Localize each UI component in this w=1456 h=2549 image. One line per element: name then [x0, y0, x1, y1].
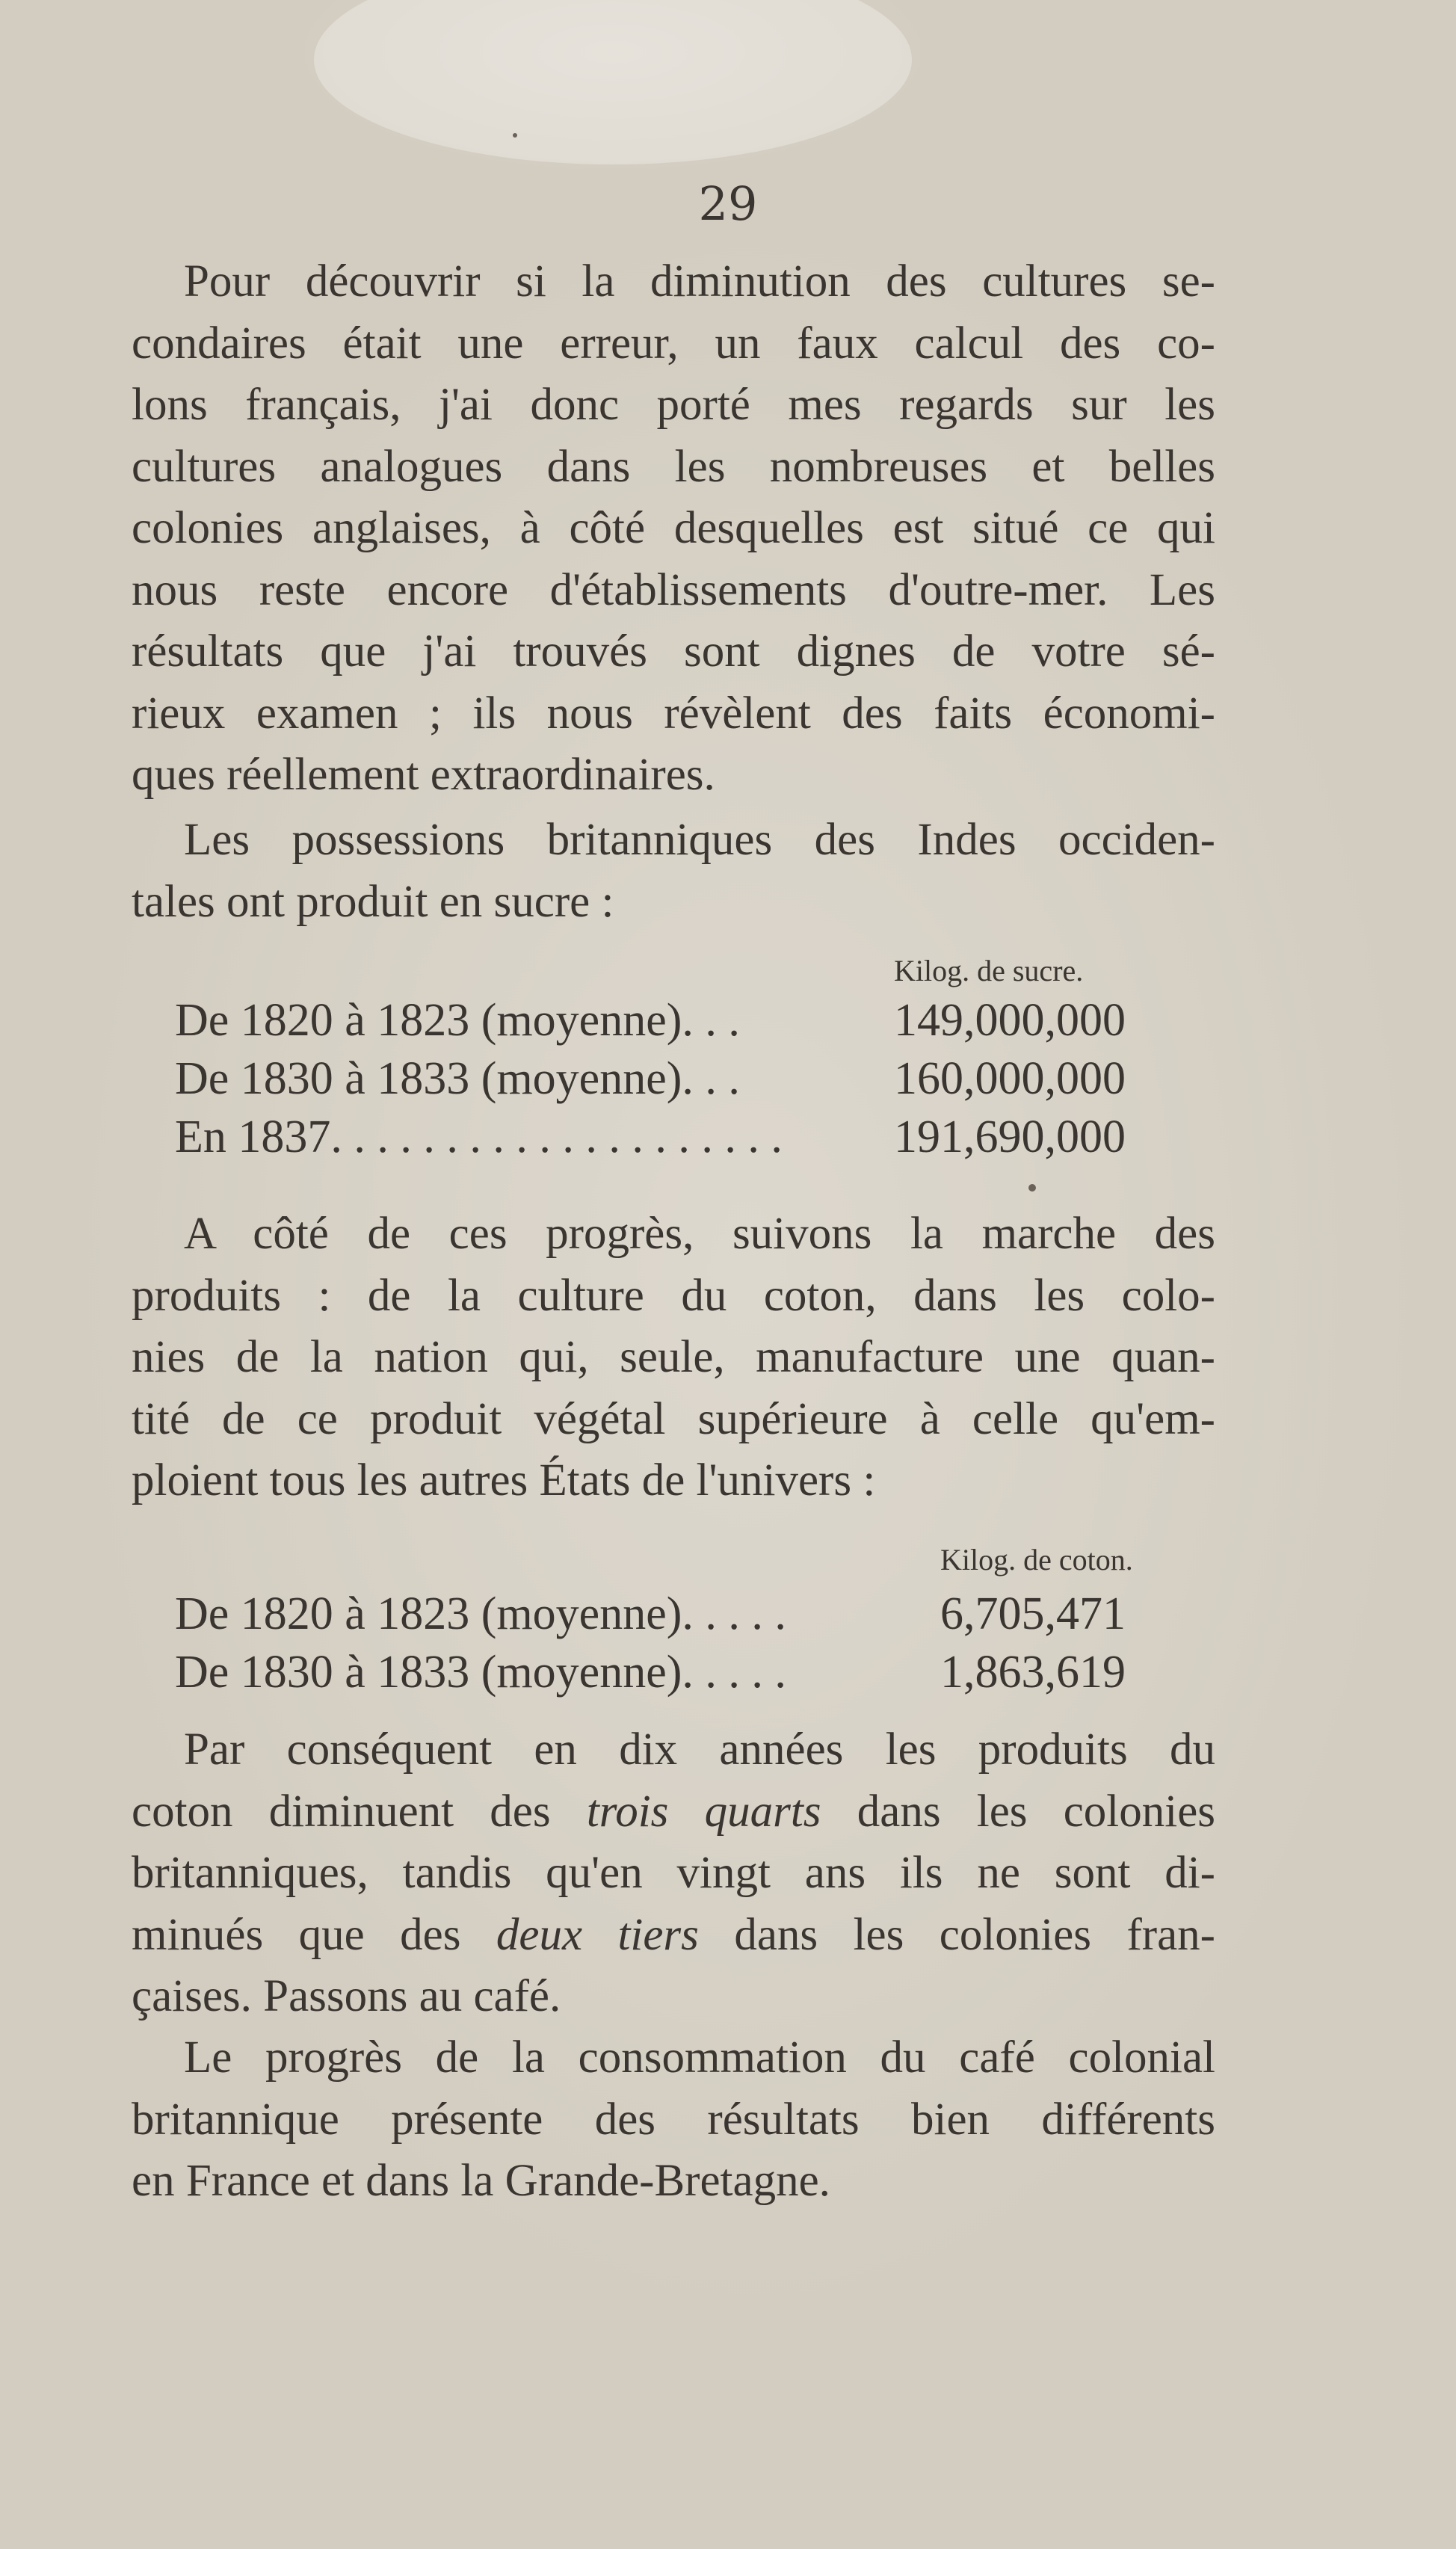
- text-segment: coton diminuent des: [132, 1786, 587, 1837]
- text-line: Pour découvrir si la diminution des cultures se-: [184, 256, 1215, 306]
- cotton-unit-label: Kilog. de coton.: [940, 1543, 1133, 1576]
- text-line: britannique présente des résultats bien différents: [132, 2094, 1215, 2145]
- text-line: lons français, j'ai donc porté mes regards sur les: [132, 380, 1215, 430]
- table-row: [175, 1643, 1126, 1701]
- text-line: Les possessions britanniques des Indes occiden-: [184, 815, 1215, 865]
- text-line: britanniques, tandis qu'en vingt ans ils ne sont di-: [132, 1848, 1215, 1898]
- paper-stain: [314, 0, 912, 164]
- text-line: cultures analogues dans les nombreuses et belles: [132, 441, 1215, 492]
- emphasis-text: deux tiers: [496, 1909, 699, 1960]
- row-label: En 1837. . . . . . . . . . . . . . . . . . . .: [175, 1112, 783, 1162]
- text-line: résultats que j'ai trouvés sont dignes de votre sé-: [132, 626, 1215, 676]
- text-line: çaises. Passons au café.: [132, 1971, 561, 2021]
- text-line: tales ont produit en sucre :: [132, 876, 614, 927]
- row-value: 149,000,000: [894, 995, 1126, 1046]
- cotton-paragraph: [132, 1203, 1215, 1512]
- conclusion-paragraph: [132, 1719, 1215, 2028]
- text-line: nies de la nation qui, seule, manufacture une quan-: [132, 1332, 1215, 1382]
- text-line: A côté de ces progrès, suivons la marche des: [184, 1209, 1215, 1259]
- table-row: [175, 1050, 1126, 1108]
- text-line: rieux examen ; ils nous révèlent des faits économi-: [132, 688, 1215, 739]
- row-label: De 1830 à 1833 (moyenne). . .: [175, 1053, 740, 1104]
- text-segment: dans les colonies fran-: [698, 1909, 1215, 1960]
- sugar-intro: [132, 810, 1215, 933]
- row-label: De 1820 à 1823 (moyenne). . .: [175, 995, 740, 1046]
- text-line: [132, 1905, 1215, 1967]
- coffee-paragraph: [132, 2027, 1215, 2213]
- sugar-unit-label: Kilog. de sucre.: [894, 954, 1084, 987]
- text-line: Par conséquent en dix années les produits du: [184, 1724, 1215, 1775]
- text-segment: minués que des: [132, 1909, 496, 1960]
- text-line: ques réellement extraordinaires.: [132, 750, 715, 800]
- text-line: tité de ce produit végétal supérieure à celle qu'em-: [132, 1393, 1215, 1444]
- row-value: 6,705,471: [940, 1588, 1126, 1639]
- text-line: ploient tous les autres États de l'univers :: [132, 1455, 876, 1505]
- row-label: De 1820 à 1823 (moyenne). . . . .: [175, 1588, 786, 1639]
- text-line: condaires était une erreur, un faux calcul des co-: [132, 318, 1215, 369]
- table-row: [175, 1585, 1126, 1643]
- text-line: [132, 1781, 1215, 1843]
- table-row: [175, 991, 1126, 1050]
- row-value: 1,863,619: [940, 1647, 1126, 1698]
- text-line: produits : de la culture du coton, dans les colo-: [132, 1270, 1215, 1321]
- row-value: 160,000,000: [894, 1053, 1126, 1104]
- text-line: en France et dans la Grande-Bretagne.: [132, 2156, 830, 2206]
- ink-speck: [1028, 1184, 1036, 1192]
- table-row: [175, 1108, 1126, 1166]
- row-label: De 1830 à 1833 (moyenne). . . . .: [175, 1647, 786, 1698]
- text-line: colonies anglaises, à côté desquelles est situé ce qui: [132, 503, 1215, 553]
- text-line: nous reste encore d'établissements d'outre-mer. Les: [132, 564, 1215, 615]
- text-segment: dans les colonies: [821, 1786, 1216, 1837]
- text-line: Le progrès de la consommation du café colonial: [184, 2032, 1215, 2083]
- ink-speck: [513, 133, 517, 138]
- page-number: 29: [698, 176, 758, 231]
- row-value: 191,690,000: [894, 1112, 1126, 1162]
- emphasis-text: trois quarts: [586, 1786, 821, 1837]
- intro-paragraph: [132, 251, 1215, 807]
